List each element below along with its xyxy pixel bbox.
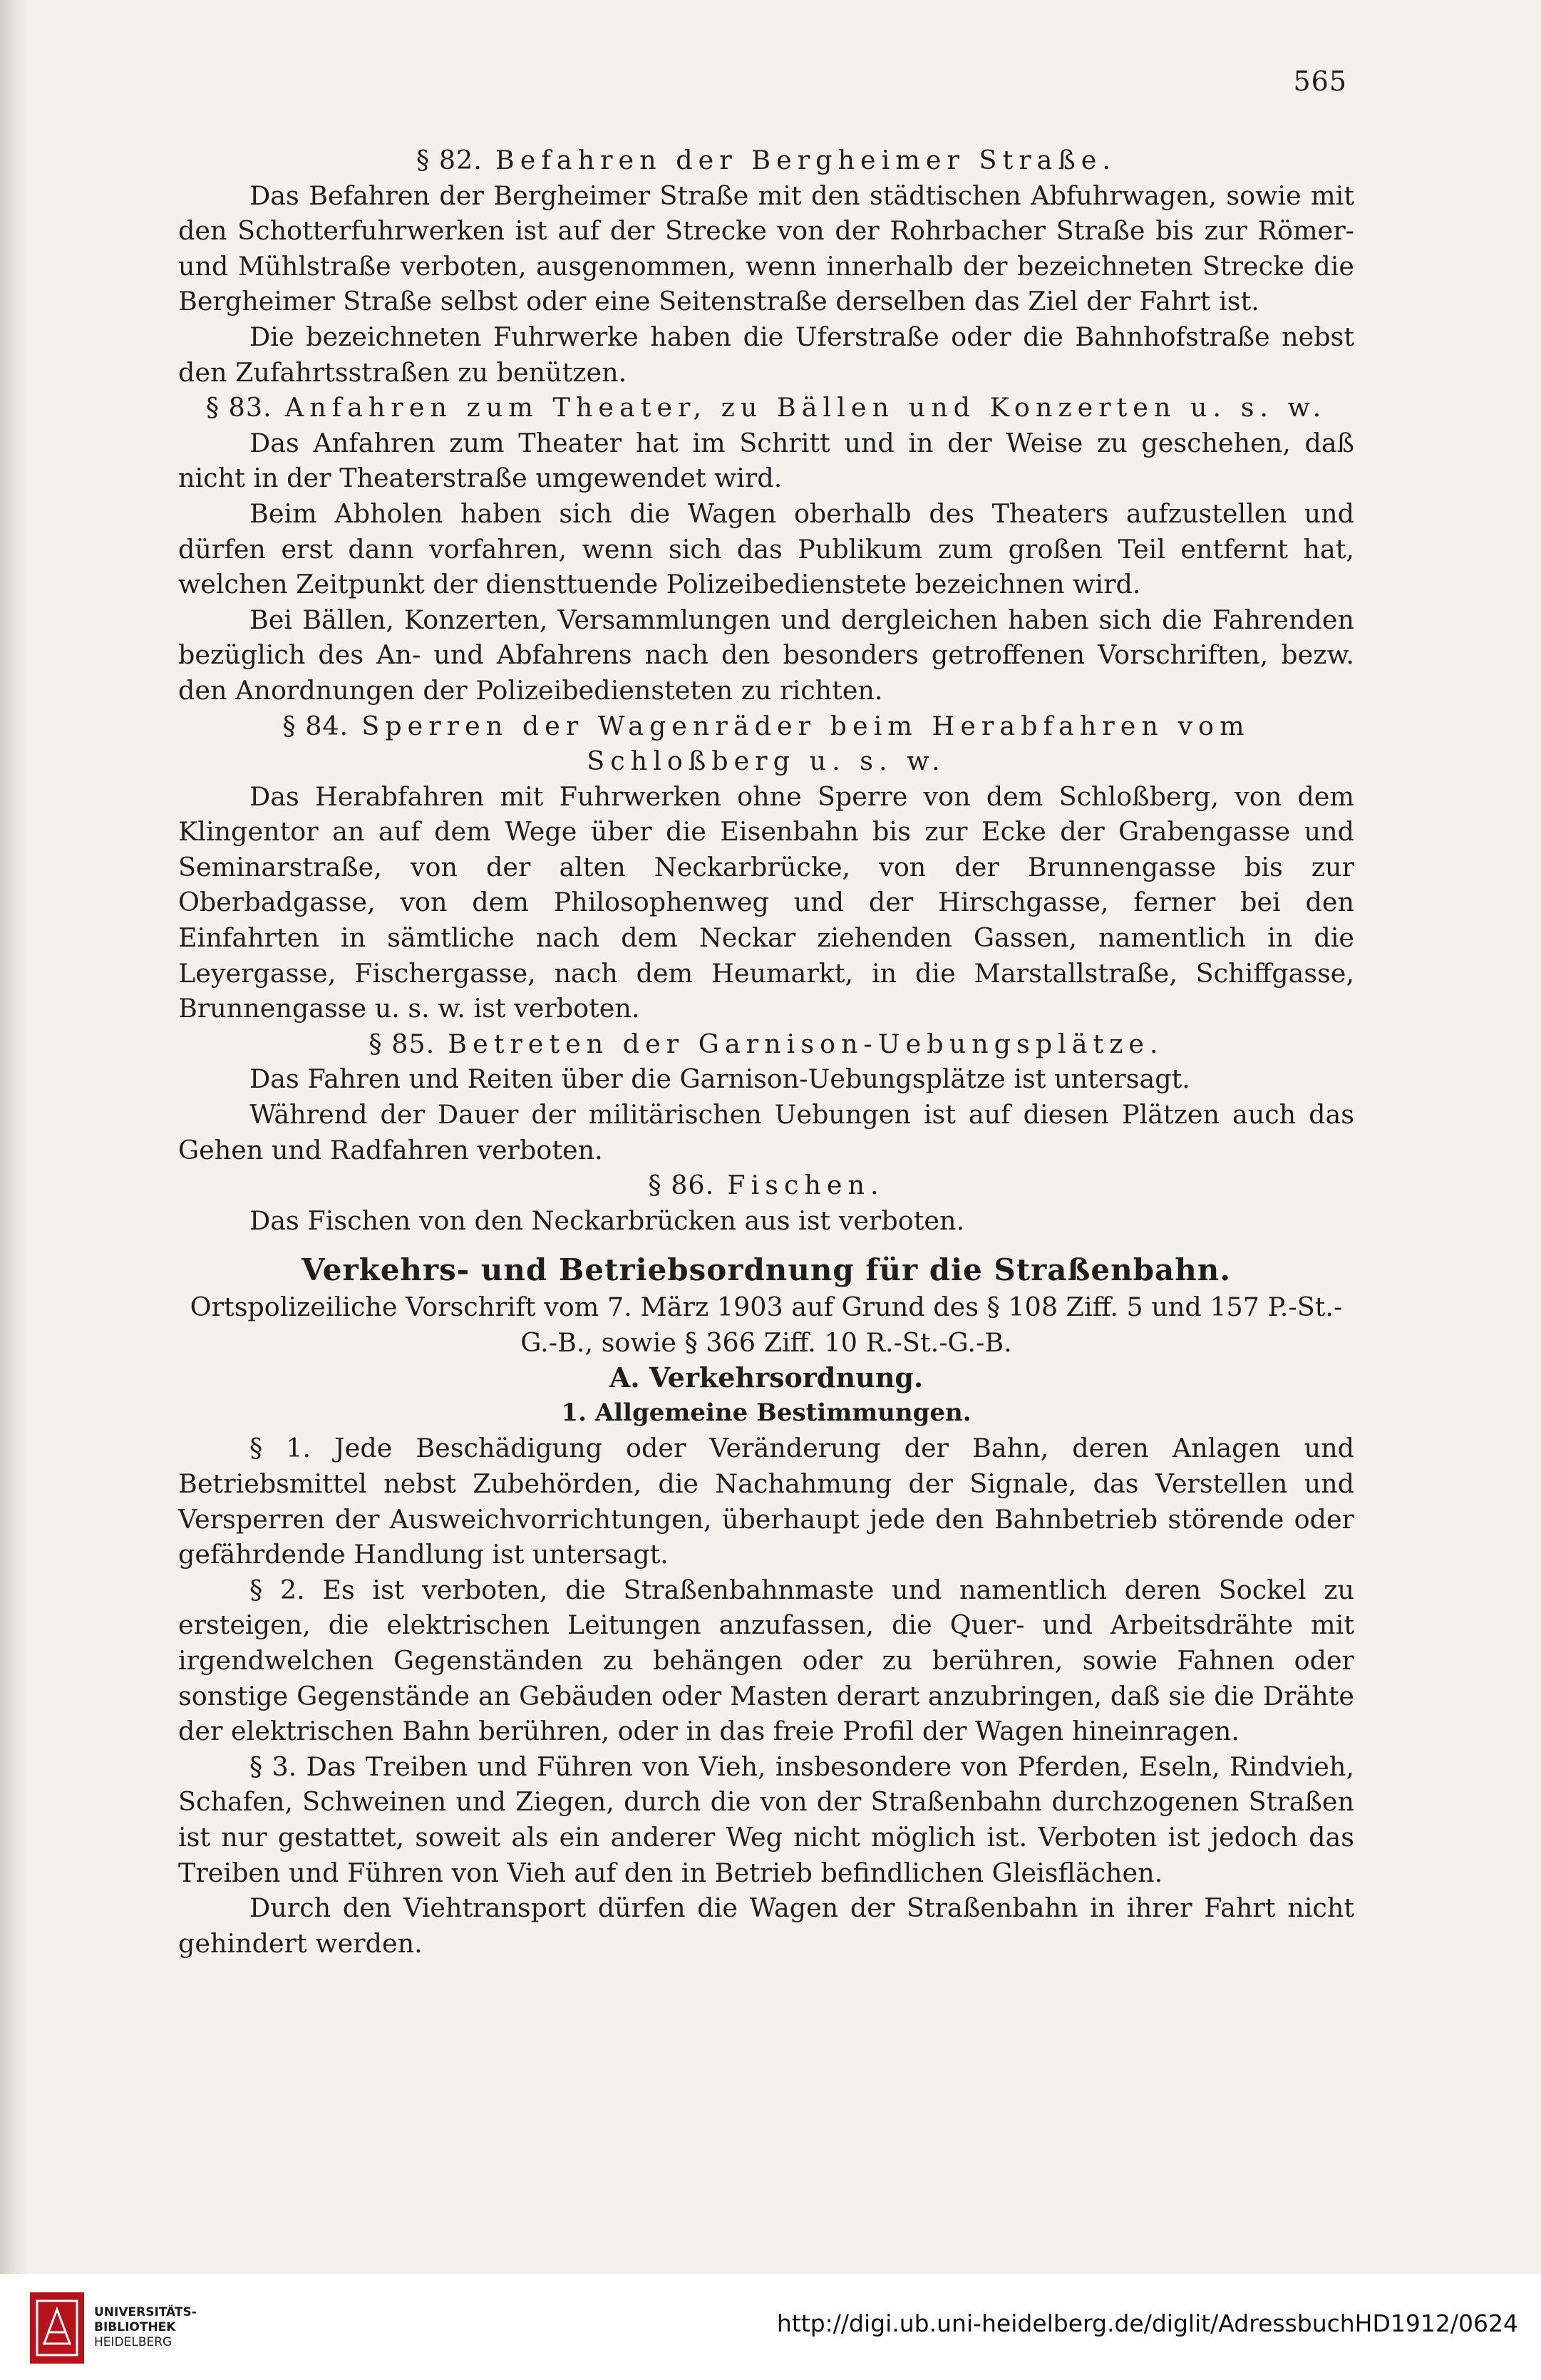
section-number: § 85.: [368, 1028, 436, 1059]
paragraph: Die bezeichneten Fuhrwerke haben die Uferstraße oder die Bahnhofstraße nebst den Zufahrtsstraßen zu benützen.: [178, 321, 1354, 388]
paragraph: Durch den Viehtransport dürfen die Wagen der Straßenbahn in ihrer Fahrt nicht gehindert werden.: [178, 1892, 1354, 1959]
paragraph: Das Anfahren zum Theater hat im Schritt und in der Weise zu geschehen, daß nicht in der Theaterstraße umgewendet wird.: [178, 427, 1354, 494]
section-heading-84: [178, 709, 1354, 779]
paragraph: Das Fahren und Reiten über die Garnison-Uebungsplätze ist untersagt.: [249, 1063, 1190, 1095]
part-heading: A. Verkehrsordnung.: [609, 1361, 924, 1394]
section-heading-83: [178, 390, 1354, 426]
paragraph: § 3. Das Treiben und Führen von Vieh, insbesondere von Pferden, Eseln, Rindvieh, Schafen, Schweinen und Ziegen, durch die von der Straßenbahn durchzogenen Straßen ist nur gestattet, soweit als ein anderer Weg nicht möglich ist. Verboten ist jedoch das Treiben und Führen von Vieh auf den in Betrieb befindlichen Gleisflächen.: [178, 1751, 1354, 1888]
chapter-heading: 1. Allgemeine Bestimmungen.: [561, 1398, 972, 1427]
section-heading-86: [178, 1168, 1354, 1203]
paragraph: Bei Bällen, Konzerten, Versammlungen und dergleichen haben sich die Fahrenden bezüglich des An- und Abfahrens nach den besonders getroffenen Vorschriften, bezw. den Anordnungen der Polizeibediensteten zu richten.: [178, 604, 1354, 706]
section-number: § 82.: [416, 145, 483, 175]
paragraph: Beim Abholen haben sich die Wagen oberhalb des Theaters aufzustellen und dürfen erst dann vorfahren, wenn sich das Publikum zum großen Teil entfernt hat, welchen Zeitpunkt der diensttuende Polizeibedienstete bezeichnen wird.: [178, 498, 1354, 600]
section-title: Betreten der Garnison-Uebungsplätze.: [448, 1028, 1164, 1059]
library-name: [94, 2305, 230, 2350]
ordinance-reference: Ortspolizeiliche Vorschrift vom 7. März 1903 auf Grund des § 108 Ziff. 5 und 157 P.-St.-G.-B., sowie § 366 Ziff. 10 R.-St.-G.-B.: [190, 1292, 1343, 1358]
section-title: Anfahren zum Theater, zu Bällen und Konzerten u. s. w.: [284, 392, 1327, 423]
library-seal-icon: [30, 2292, 84, 2364]
section-heading-85: [178, 1026, 1354, 1062]
library-logo[interactable]: [30, 2292, 222, 2364]
section-heading-82: [178, 143, 1354, 178]
paragraph: Das Fischen von den Neckarbrücken aus ist verboten.: [249, 1205, 965, 1236]
section-title: Fischen.: [727, 1170, 885, 1201]
paragraph: Das Herabfahren mit Fuhrwerken ohne Sperre von dem Schloßberg, von dem Klingentor an auf dem Wege über die Eisenbahn bis zur Ecke der Grabengasse und Seminarstraße, von der alten Neckarbrücke, von der Brunnengasse bis zur Oberbadgasse, von dem Philosophenweg und der Hirschgasse, ferner bei den Einfahrten in sämtliche nach dem Neckar ziehenden Gassen, namentlich in die Leyergasse, Fischergasse, nach dem Heumarkt, in die Marstallstraße, Schiffgasse, Brunnengasse u. s. w. ist verboten.: [178, 781, 1354, 1024]
library-name-line1: UNIVERSITÄTS-: [94, 2305, 197, 2319]
library-name-line3: HEIDELBERG: [94, 2335, 172, 2349]
source-url-link[interactable]: http://digi.ub.uni-heidelberg.de/diglit/AdressbuchHD1912/0624: [776, 2309, 1518, 2337]
section-number: § 83.: [205, 392, 272, 423]
page-number: 565: [1293, 66, 1347, 97]
paragraph: Das Befahren der Bergheimer Straße mit den städtischen Abfuhrwagen, sowie mit den Schotterfuhrwerken ist auf der Strecke von der Rohrbacher Straße bis zur Römer- und Mühlstraße verboten, ausgenommen, wenn innerhalb der bezeichneten Strecke die Bergheimer Straße selbst oder eine Seitenstraße derselben das Ziel der Fahrt ist.: [178, 180, 1354, 317]
digitization-footer: [0, 2274, 1541, 2380]
section-number: § 84.: [282, 710, 349, 741]
paragraph: Während der Dauer der militärischen Uebungen ist auf diesen Plätzen auch das Gehen und Radfahren verboten.: [178, 1099, 1354, 1165]
document-title: Verkehrs- und Betriebsordnung für die Straßenbahn.: [302, 1252, 1231, 1288]
library-name-line2: BIBLIOTHEK: [94, 2320, 176, 2334]
paragraph: § 2. Es ist verboten, die Straßenbahnmaste und namentlich deren Sockel zu ersteigen, die elektrischen Leitungen anzufassen, die Quer- und Arbeitsdrähte mit irgendwelchen Gegenständen zu behängen oder zu berühren, sowie Fahnen oder sonstige Gegenstände an Gebäuden oder Masten derart anzubringen, daß sie die Drähte der elektrischen Bahn berühren, oder in das freie Profil der Wagen hineinragen.: [178, 1574, 1354, 1747]
section-title: Befahren der Bergheimer Straße.: [495, 145, 1117, 175]
scan-edge-shadow: [0, 0, 30, 2274]
section-number: § 86.: [648, 1170, 715, 1201]
section-title: Sperren der Wagenräder beim Herabfahren vom Schloßberg u. s. w.: [361, 710, 1250, 777]
paragraph: § 1. Jede Beschädigung oder Veränderung der Bahn, deren Anlagen und Betriebsmittel nebst Zubehörden, die Nachahmung der Signale, das Verstellen und Versperren der Ausweichvorrichtungen, überhaupt jede den Bahnbetrieb störende oder gefährdende Handlung ist untersagt.: [178, 1433, 1354, 1570]
page-content: [178, 143, 1354, 1961]
